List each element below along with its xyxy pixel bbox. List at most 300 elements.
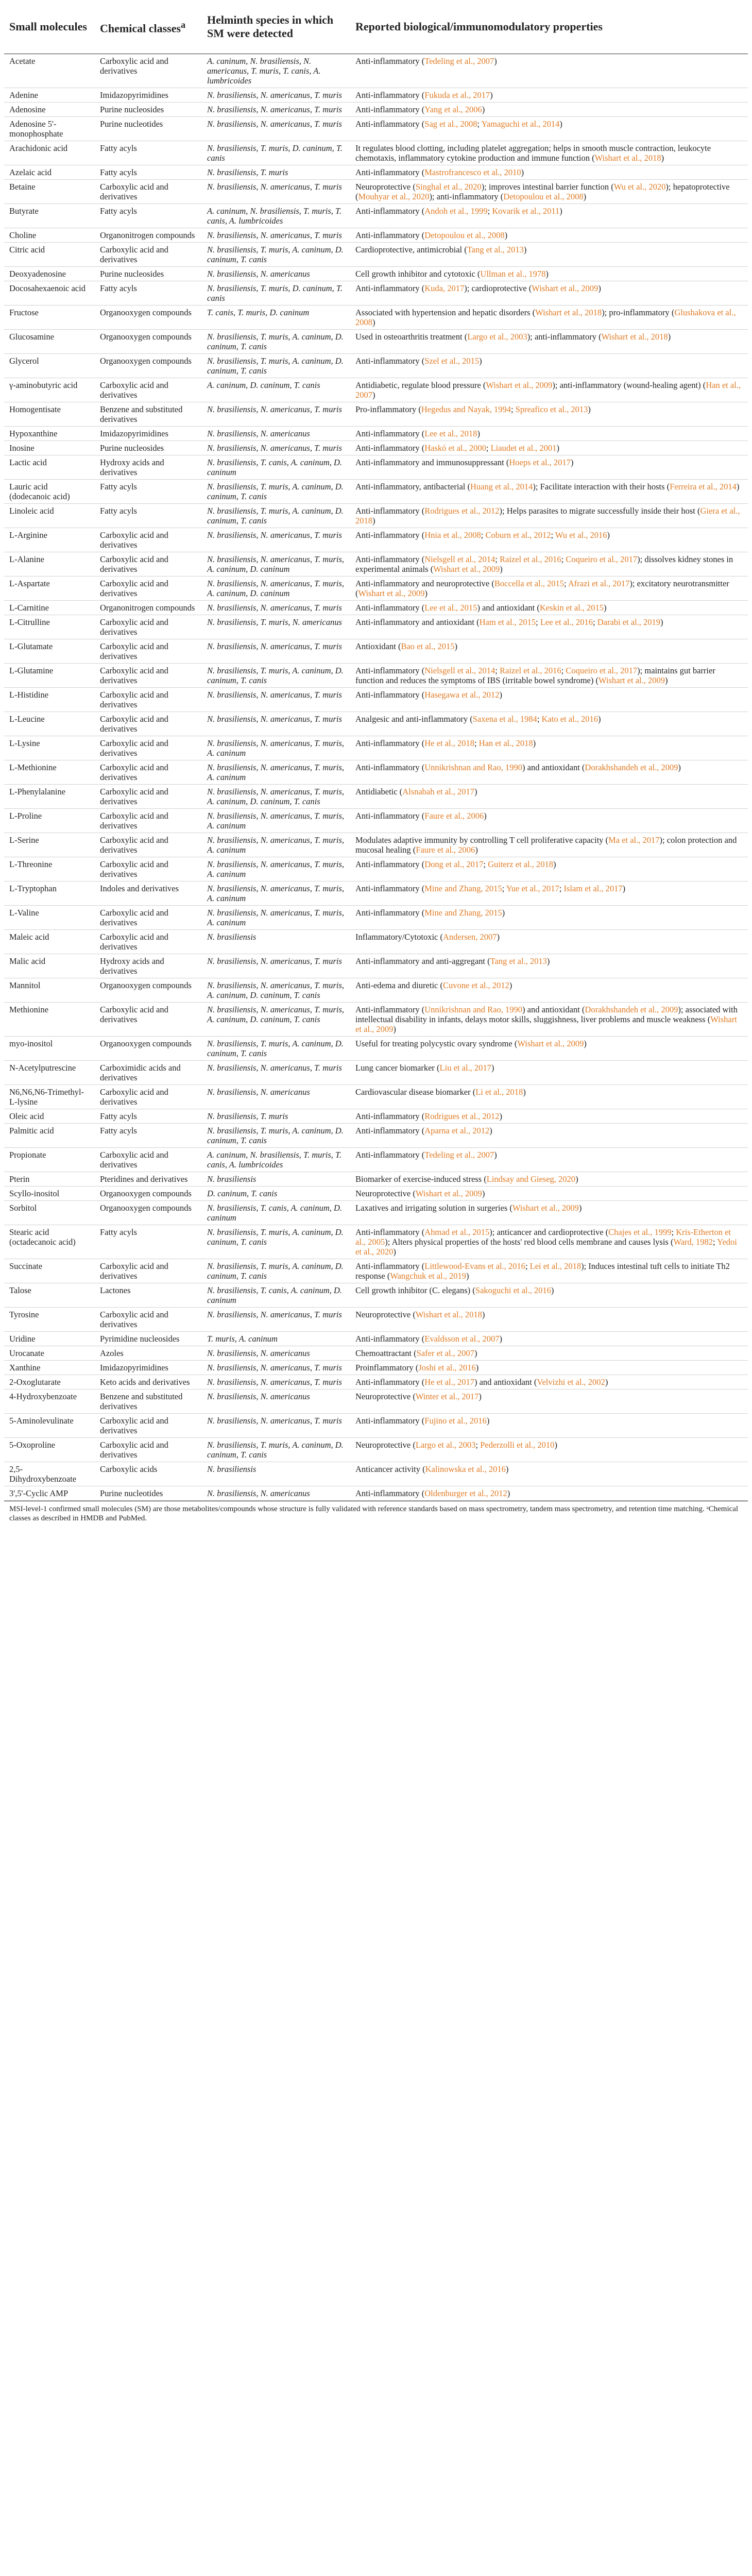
reference-link[interactable]: Faure et al., 2006 (416, 845, 475, 855)
reference-link[interactable]: Han et al., 2007 (355, 380, 741, 400)
property-text: Anti-inflammatory ( (355, 230, 425, 240)
reference-link[interactable]: Kris-Etherton et al., 2005 (355, 1227, 731, 1247)
molecule-cell: Betaine (4, 180, 95, 204)
reference-link[interactable]: Alsnabah et al., 2017 (402, 787, 474, 796)
property-text: Anti-inflammatory ( (355, 1261, 425, 1271)
reference-link[interactable]: Boccella et al., 2015 (494, 579, 565, 588)
chemical-class-cell: Carboxylic acid and derivatives (95, 760, 202, 785)
reference-link[interactable]: Wu et al., 2016 (555, 530, 607, 540)
molecule-cell: L-Histidine (4, 688, 95, 712)
property-text: ); pro-inflammatory ( (602, 308, 675, 317)
property-text: ) (486, 1416, 490, 1426)
property-text: ) (604, 603, 607, 613)
property-text: ) (484, 811, 487, 821)
reference-link[interactable]: Fujino et al., 2016 (424, 1416, 487, 1426)
property-text: Modulates adaptive immunity by controlling T cell proliferative capacity ( (355, 835, 609, 845)
molecule-cell: Linoleic acid (4, 504, 95, 528)
reference-link[interactable]: Faure et al., 2006 (424, 811, 484, 821)
property-text: ; (713, 1237, 717, 1247)
reference-link[interactable]: Dong et al., 2017 (424, 859, 484, 869)
reference-link[interactable]: Wishart et al., 2009 (355, 1014, 737, 1034)
reference-link[interactable]: Wishart et al., 2018 (594, 153, 661, 163)
property-text: ; (481, 530, 486, 540)
property-text: Cardiovascular disease biomarker ( (355, 1087, 476, 1097)
chemical-class-cell: Fatty acyls (95, 141, 202, 165)
chemical-class-cell: Carboxylic acid and derivatives (95, 1414, 202, 1438)
reference-link[interactable]: Haskó et al., 2000 (424, 443, 486, 453)
reference-link[interactable]: Li et al., 2018 (475, 1087, 523, 1097)
property-text: ; (474, 738, 479, 748)
reference-link[interactable]: Detopoulou et al., 2008 (424, 230, 505, 240)
table-row (4, 1308, 748, 1332)
species-cell: N. brasiliensis, T. muris, A. caninum, D. caninum, T. canis (202, 1259, 350, 1283)
reference-link[interactable]: Ward, 1982 (673, 1237, 713, 1247)
property-text: Anti-inflammatory ( (355, 283, 425, 293)
properties-cell (350, 639, 748, 664)
reference-link[interactable]: Wangchuk et al., 2019 (390, 1271, 466, 1281)
reference-link[interactable]: Littlewood-Evans et al., 2016 (424, 1261, 525, 1271)
molecule-cell: L-Proline (4, 809, 95, 833)
properties-cell (350, 712, 748, 736)
table-row (4, 103, 748, 117)
table-row (4, 1124, 748, 1148)
property-text: ) (583, 192, 587, 201)
property-text: Biomarker of exercise-induced stress ( (355, 1174, 487, 1184)
reference-link[interactable]: Mine and Zhang, 2015 (424, 908, 502, 918)
reference-link[interactable]: Pederzolli et al., 2010 (480, 1440, 555, 1450)
table-row (4, 833, 748, 857)
reference-link[interactable]: Rodrigues et al., 2012 (424, 1111, 500, 1121)
reference-link[interactable]: Coburn et al., 2012 (485, 530, 551, 540)
reference-link[interactable]: Winter et al., 2017 (415, 1392, 479, 1401)
property-text: Anti-inflammatory ( (355, 356, 425, 366)
properties-cell (350, 180, 748, 204)
properties-cell (350, 577, 748, 601)
property-text: ) (556, 443, 559, 453)
reference-link[interactable]: Wishart et al., 2009 (433, 564, 500, 574)
reference-link[interactable]: Cuvone et al., 2012 (442, 980, 509, 990)
header-chemical-classes: Chemical classes$^a$ (95, 0, 202, 54)
species-cell: N. brasiliensis, N. americanus, T. muris (202, 688, 350, 712)
chemical-class-cell: Imidazopyrimidines (95, 88, 202, 103)
chemical-class-cell: Fatty acyls (95, 504, 202, 528)
reference-link[interactable]: Yamaguchi et al., 2014 (481, 119, 560, 129)
table-row (4, 906, 748, 930)
chemical-class-cell: Benzene and substituted derivatives (95, 1389, 202, 1414)
chemical-class-cell: Purine nucleotides (95, 117, 202, 141)
table-row (4, 1361, 748, 1375)
property-text: ) (393, 1247, 396, 1257)
property-text: Neuroprotective ( (355, 1189, 416, 1198)
property-text: ) (523, 245, 527, 255)
reference-link[interactable]: Coqueiro et al., 2017 (566, 554, 638, 564)
molecule-cell: L-Threonine (4, 857, 95, 882)
properties-cell (350, 378, 748, 402)
chemical-class-cell: Carboxylic acid and derivatives (95, 552, 202, 577)
table-row (4, 243, 748, 267)
reference-link[interactable]: Wishart et al., 2009 (517, 1039, 584, 1048)
property-text: Anti-inflammatory ( (355, 884, 425, 893)
reference-link[interactable]: Hegedus and Nayak, 1994 (421, 404, 511, 414)
reference-link[interactable]: Oldenburger et al., 2012 (424, 1488, 507, 1498)
reference-link[interactable]: Wishart et al., 2009 (358, 588, 425, 598)
reference-link[interactable]: Sakoguchi et al., 2016 (475, 1285, 551, 1295)
reference-link[interactable]: Ahmad et al., 2015 (424, 1227, 490, 1237)
property-text: Used in osteoarthritis treatment ( (355, 332, 468, 342)
chemical-class-cell: Fatty acyls (95, 1225, 202, 1259)
reference-link[interactable]: Mouhyar et al., 2020 (358, 192, 430, 201)
table-row (4, 615, 748, 639)
reference-link[interactable]: Wishart et al., 2009 (415, 1189, 482, 1198)
reference-link[interactable]: Lee et al., 2016 (540, 617, 593, 627)
property-text: Anti-inflammatory ( (355, 1334, 425, 1344)
reference-link[interactable]: Wu et al., 2020 (613, 182, 666, 192)
property-text: ); hepatoprotective ( (355, 182, 730, 201)
chemical-class-cell: Pyrimidine nucleosides (95, 1332, 202, 1346)
properties-cell (350, 906, 748, 930)
reference-link[interactable]: Lindsay and Gieseg, 2020 (486, 1174, 576, 1184)
species-cell: N. brasiliensis, N. americanus, T. muris (202, 441, 350, 455)
reference-link[interactable]: Yue et al., 2017 (506, 884, 559, 893)
reference-link[interactable]: Ullman et al., 1978 (480, 269, 546, 279)
properties-cell (350, 1438, 748, 1462)
properties-cell (350, 1187, 748, 1201)
molecule-cell: Glycerol (4, 354, 95, 378)
property-text: Anti-inflammatory ( (355, 1227, 425, 1237)
species-cell: N. brasiliensis, N. americanus, T. muris, A. caninum (202, 857, 350, 882)
table-row (4, 402, 748, 427)
reference-link[interactable]: Hoeps et al., 2017 (509, 457, 571, 467)
reference-link[interactable]: Dorakhshandeh et al., 2009 (585, 1005, 678, 1014)
property-text: ) (559, 206, 562, 216)
chemical-class-cell: Carboxylic acid and derivatives (95, 809, 202, 833)
molecule-cell: Propionate (4, 1148, 95, 1172)
property-text: ) (661, 153, 664, 163)
reference-link[interactable]: Hnia et al., 2008 (424, 530, 481, 540)
table-row (4, 1375, 748, 1389)
reference-link[interactable]: Coqueiro et al., 2017 (566, 666, 638, 675)
property-text: ) (475, 1363, 479, 1372)
molecule-cell: γ-aminobutyric acid (4, 378, 95, 402)
species-cell: N. brasiliensis, T. muris, A. caninum, D. caninum, T. canis (202, 1037, 350, 1061)
property-text: ) (497, 932, 500, 942)
reference-link[interactable]: Largo et al., 2003 (415, 1440, 476, 1450)
property-text: ) (424, 588, 428, 598)
property-text: ) (504, 230, 508, 240)
property-text: ) (509, 980, 512, 990)
species-cell: N. brasiliensis, T. muris, N. americanus (202, 615, 350, 639)
molecule-cell: Lactic acid (4, 455, 95, 480)
reference-link[interactable]: Wishart et al., 2018 (415, 1310, 482, 1319)
chemical-class-cell: Benzene and substituted derivatives (95, 402, 202, 427)
property-text: ) (372, 317, 375, 327)
reference-link[interactable]: Mine and Zhang, 2015 (424, 884, 502, 893)
species-cell: N. brasiliensis, N. americanus, T. muris, A. caninum (202, 809, 350, 833)
property-text: ) (668, 332, 671, 342)
species-cell: N. brasiliensis, T. muris, A. caninum, D. caninum, T. canis (202, 330, 350, 354)
molecule-cell: Sorbitol (4, 1201, 95, 1225)
reference-link[interactable]: Rodrigues et al., 2012 (424, 506, 500, 516)
reference-link[interactable]: Yang et al., 2006 (424, 105, 482, 114)
header-properties: Reported biological/immunomodulatory properties (350, 0, 748, 54)
table-row (4, 88, 748, 103)
table-row (4, 664, 748, 688)
species-cell: N. brasiliensis, N. americanus, T. muris (202, 228, 350, 243)
reference-link[interactable]: Szel et al., 2015 (424, 356, 480, 366)
properties-cell (350, 1003, 748, 1037)
reference-link[interactable]: Liu et al., 2017 (439, 1063, 491, 1073)
species-cell: N. brasiliensis, N. americanus, T. muris, A. caninum, D. caninum, T. canis (202, 1003, 350, 1037)
table-row (4, 141, 748, 165)
reference-link[interactable]: Unnikrishnan and Rao, 1990 (424, 762, 522, 772)
reference-link[interactable]: Wishart et al., 2018 (601, 332, 668, 342)
properties-cell (350, 306, 748, 330)
reference-link[interactable]: Huang et al., 2014 (470, 482, 533, 492)
species-cell: D. caninum, T. canis (202, 1187, 350, 1201)
reference-link[interactable]: Andoh et al., 1999 (424, 206, 488, 216)
reference-link[interactable]: Joshi et al., 2016 (418, 1363, 476, 1372)
reference-link[interactable]: Wishart et al., 2018 (535, 308, 602, 317)
property-text: ) (575, 1174, 578, 1184)
property-text: Neuroprotective ( (355, 182, 416, 192)
reference-link[interactable]: Velvizhi et al., 2002 (537, 1377, 605, 1387)
species-cell: N. brasiliensis, T. muris, A. caninum, D. caninum, T. canis (202, 480, 350, 504)
table-row (4, 1283, 748, 1308)
table-row (4, 378, 748, 402)
table-row (4, 882, 748, 906)
reference-link[interactable]: Wishart et al., 2009 (532, 283, 599, 293)
table-row (4, 760, 748, 785)
property-text: Associated with hypertension and hepatic disorders ( (355, 308, 536, 317)
reference-link[interactable]: Tedeling et al., 2007 (424, 1150, 494, 1160)
property-text: ; (551, 530, 555, 540)
reference-link[interactable]: Raizel et al., 2016 (500, 666, 561, 675)
reference-link[interactable]: Safer et al., 2007 (416, 1348, 474, 1358)
reference-link[interactable]: Islam et al., 2017 (563, 884, 623, 893)
reference-link[interactable]: Liaudet et al., 2001 (490, 443, 557, 453)
chemical-class-cell: Fatty acyls (95, 1124, 202, 1148)
reference-link[interactable]: Guiterz et al., 2018 (488, 859, 554, 869)
reference-link[interactable]: Yedoi et al., 2020 (355, 1237, 737, 1257)
chemical-class-cell: Azoles (95, 1346, 202, 1361)
reference-link[interactable]: Kalinowska et al., 2016 (425, 1464, 506, 1474)
reference-link[interactable]: He et al., 2018 (424, 738, 474, 748)
species-cell: N. brasiliensis, N. americanus, T. muris (202, 639, 350, 664)
chemical-class-cell: Carboxylic acid and derivatives (95, 54, 202, 88)
reference-link[interactable]: Darabi et al., 2019 (597, 617, 661, 627)
properties-cell (350, 809, 748, 833)
chemical-class-cell: Carboxylic acid and derivatives (95, 1308, 202, 1332)
properties-cell (350, 1061, 748, 1085)
properties-cell (350, 103, 748, 117)
property-text: ) (605, 1377, 608, 1387)
molecule-cell: 2-Oxoglutarate (4, 1375, 95, 1389)
property-text: ) (490, 90, 493, 100)
molecule-cell: Docosahexaenoic acid (4, 281, 95, 306)
species-cell: N. brasiliensis, N. americanus, T. muris (202, 1308, 350, 1332)
property-text: ); anti-inflammatory ( (527, 332, 602, 342)
property-text: ) (584, 1039, 587, 1048)
molecule-cell: Acetate (4, 54, 95, 88)
table-row (4, 281, 748, 306)
species-cell: T. canis, T. muris, D. caninum (202, 306, 350, 330)
properties-cell (350, 1172, 748, 1187)
molecule-cell: 3',5'-Cyclic AMP (4, 1486, 95, 1501)
property-text: ; (487, 206, 492, 216)
reference-link[interactable]: Fukuda et al., 2017 (424, 90, 490, 100)
reference-link[interactable]: Chajes et al., 1999 (608, 1227, 672, 1237)
property-text: ); Facilitate interaction with their hosts ( (533, 482, 670, 492)
properties-cell (350, 243, 748, 267)
property-text: ) (474, 787, 477, 796)
reference-link[interactable]: Kuda, 2017 (424, 283, 465, 293)
property-text: ) (665, 675, 668, 685)
table-row (4, 601, 748, 615)
chemical-class-cell: Carboxylic acid and derivatives (95, 785, 202, 809)
reference-link[interactable]: Bao et al., 2015 (401, 641, 455, 651)
reference-link[interactable]: Tang et al., 2013 (490, 956, 547, 966)
molecule-cell: N-Acetylputrescine (4, 1061, 95, 1085)
chemical-class-cell: Carboxylic acid and derivatives (95, 664, 202, 688)
properties-cell (350, 281, 748, 306)
property-text: ) (475, 845, 478, 855)
species-cell: N. brasiliensis, N. americanus, T. muris (202, 1414, 350, 1438)
reference-link[interactable]: Ham et al., 2015 (479, 617, 536, 627)
species-cell: N. brasiliensis, T. muris (202, 1109, 350, 1124)
reference-link[interactable]: Unnikrishnan and Rao, 1990 (424, 1005, 522, 1014)
reference-link[interactable]: Tedeling et al., 2007 (424, 56, 494, 66)
species-cell: N. brasiliensis, N. americanus, T. muris, A. caninum (202, 906, 350, 930)
reference-link[interactable]: Han et al., 2018 (478, 738, 533, 748)
reference-link[interactable]: Singhal et al., 2020 (415, 182, 482, 192)
table-row (4, 712, 748, 736)
molecule-cell: Tyrosine (4, 1308, 95, 1332)
reference-link[interactable]: Nielsgell et al., 2014 (424, 554, 495, 564)
reference-link[interactable]: Hasegawa et al., 2012 (424, 690, 500, 700)
reference-link[interactable]: Evaldsson et al., 2007 (424, 1334, 500, 1344)
species-cell: N. brasiliensis, N. americanus (202, 1486, 350, 1501)
reference-link[interactable]: Ferreira et al., 2014 (670, 482, 737, 492)
reference-link[interactable]: Detopoulou et al., 2008 (503, 192, 584, 201)
molecule-cell: Maleic acid (4, 930, 95, 954)
property-text: Anti-inflammatory ( (355, 90, 425, 100)
property-text: Anti-inflammatory ( (355, 1377, 425, 1387)
species-cell: N. brasiliensis, N. americanus, T. muris, A. caninum (202, 760, 350, 785)
chemical-class-cell: Carboxylic acid and derivatives (95, 528, 202, 552)
reference-link[interactable]: He et al., 2017 (424, 1377, 474, 1387)
species-cell: N. brasiliensis, T. muris, A. caninum, D. caninum, T. canis (202, 1438, 350, 1462)
property-text: ) (505, 1464, 509, 1474)
reference-link[interactable]: Lee et al., 2018 (424, 429, 477, 438)
property-text: ) and antioxidant ( (477, 603, 540, 613)
molecule-cell: Talose (4, 1283, 95, 1308)
property-text: ) (598, 283, 601, 293)
table-row (4, 1346, 748, 1361)
table-row (4, 204, 748, 228)
reference-link[interactable]: Largo et al., 2003 (467, 332, 527, 342)
reference-link[interactable]: Lei et al., 2018 (529, 1261, 582, 1271)
properties-cell (350, 688, 748, 712)
reference-link[interactable]: Giera et al., 2018 (355, 506, 740, 526)
reference-link[interactable]: Kovarik et al., 2011 (492, 206, 560, 216)
property-text: Proinflammatory ( (355, 1363, 419, 1372)
reference-link[interactable]: Glushakova et al., 2008 (355, 308, 736, 327)
property-text: Anti-inflammatory and immunosuppressant ( (355, 457, 509, 467)
molecule-cell: Choline (4, 228, 95, 243)
properties-cell (350, 1361, 748, 1375)
reference-link[interactable]: Saxena et al., 1984 (472, 714, 537, 724)
species-cell: N. brasiliensis, N. americanus (202, 1085, 350, 1109)
properties-cell (350, 88, 748, 103)
reference-link[interactable]: Sag et al., 2008 (424, 119, 477, 129)
reference-link[interactable]: Spreafico et al., 2013 (515, 404, 588, 414)
property-text: Pro-inflammatory ( (355, 404, 421, 414)
property-text: Anti-inflammatory ( (355, 167, 425, 177)
reference-link[interactable]: Wishart et al., 2009 (486, 380, 553, 390)
reference-link[interactable]: Afrazi et al., 2017 (568, 579, 630, 588)
chemical-class-cell: Carboxylic acid and derivatives (95, 1003, 202, 1037)
chemical-class-cell: Carboxylic acid and derivatives (95, 833, 202, 857)
property-text: Anti-inflammatory ( (355, 1126, 425, 1136)
property-text: Anti-inflammatory ( (355, 554, 425, 564)
species-cell: N. brasiliensis, T. canis, A. caninum, D. caninum (202, 1283, 350, 1308)
chemical-class-cell: Purine nucleosides (95, 441, 202, 455)
table-row (4, 306, 748, 330)
property-text: ) (660, 617, 663, 627)
reference-link[interactable]: Wishart et al., 2009 (598, 675, 665, 685)
species-cell: N. brasiliensis, N. americanus, T. muris, A. caninum (202, 833, 350, 857)
property-text: ) (545, 269, 549, 279)
reference-link[interactable]: Aparna et al., 2012 (424, 1126, 490, 1136)
reference-link[interactable]: Andersen, 2007 (443, 932, 497, 942)
property-text: ) (570, 457, 574, 467)
molecule-cell: L-Carnitine (4, 601, 95, 615)
species-cell: N. brasiliensis, N. americanus, T. muris (202, 528, 350, 552)
property-text: ) (454, 641, 457, 651)
molecule-cell: Azelaic acid (4, 165, 95, 180)
table-row (4, 330, 748, 354)
reference-link[interactable]: Mastrofrancesco et al., 2010 (424, 167, 521, 177)
table-row (4, 1085, 748, 1109)
table-footnote: MSI-level-1 confirmed small molecules (SM) are those metabolites/compounds whose structure is fully validated with reference standards based on mass spectrometry, tandem mass spectrometry, and retention time matching. ᵃChemical classes as described in HMDB and PubMed. (4, 1501, 748, 1523)
species-cell: N. brasiliensis, N. americanus, T. muris (202, 1361, 350, 1375)
reference-link[interactable]: Dorakhshandeh et al., 2009 (585, 762, 678, 772)
table-row (4, 480, 748, 504)
molecule-cell: Inosine (4, 441, 95, 455)
property-text: ) (559, 119, 562, 129)
properties-cell (350, 1389, 748, 1414)
small-molecules-table (4, 0, 748, 1501)
reference-link[interactable]: Nielsgell et al., 2014 (424, 666, 495, 675)
reference-link[interactable]: Wishart et al., 2009 (512, 1203, 579, 1213)
species-cell: N. brasiliensis, N. americanus, T. muris (202, 1375, 350, 1389)
reference-link[interactable]: Lee et al., 2015 (424, 603, 477, 613)
reference-link[interactable]: Keskin et al., 2015 (539, 603, 604, 613)
property-text: ; (502, 884, 506, 893)
property-text: ) (482, 1189, 485, 1198)
property-text: ) (499, 1334, 503, 1344)
table-row (4, 1438, 748, 1462)
property-text: ) (736, 482, 740, 492)
reference-link[interactable]: Raizel et al., 2016 (500, 554, 561, 564)
property-text: ; (475, 1440, 481, 1450)
property-text: ) (491, 1063, 494, 1073)
table-row (4, 1148, 748, 1172)
reference-link[interactable]: Tang et al., 2013 (467, 245, 524, 255)
reference-link[interactable]: Ma et al., 2017 (608, 835, 660, 845)
reference-link[interactable]: Kato et al., 2016 (541, 714, 599, 724)
properties-cell (350, 833, 748, 857)
